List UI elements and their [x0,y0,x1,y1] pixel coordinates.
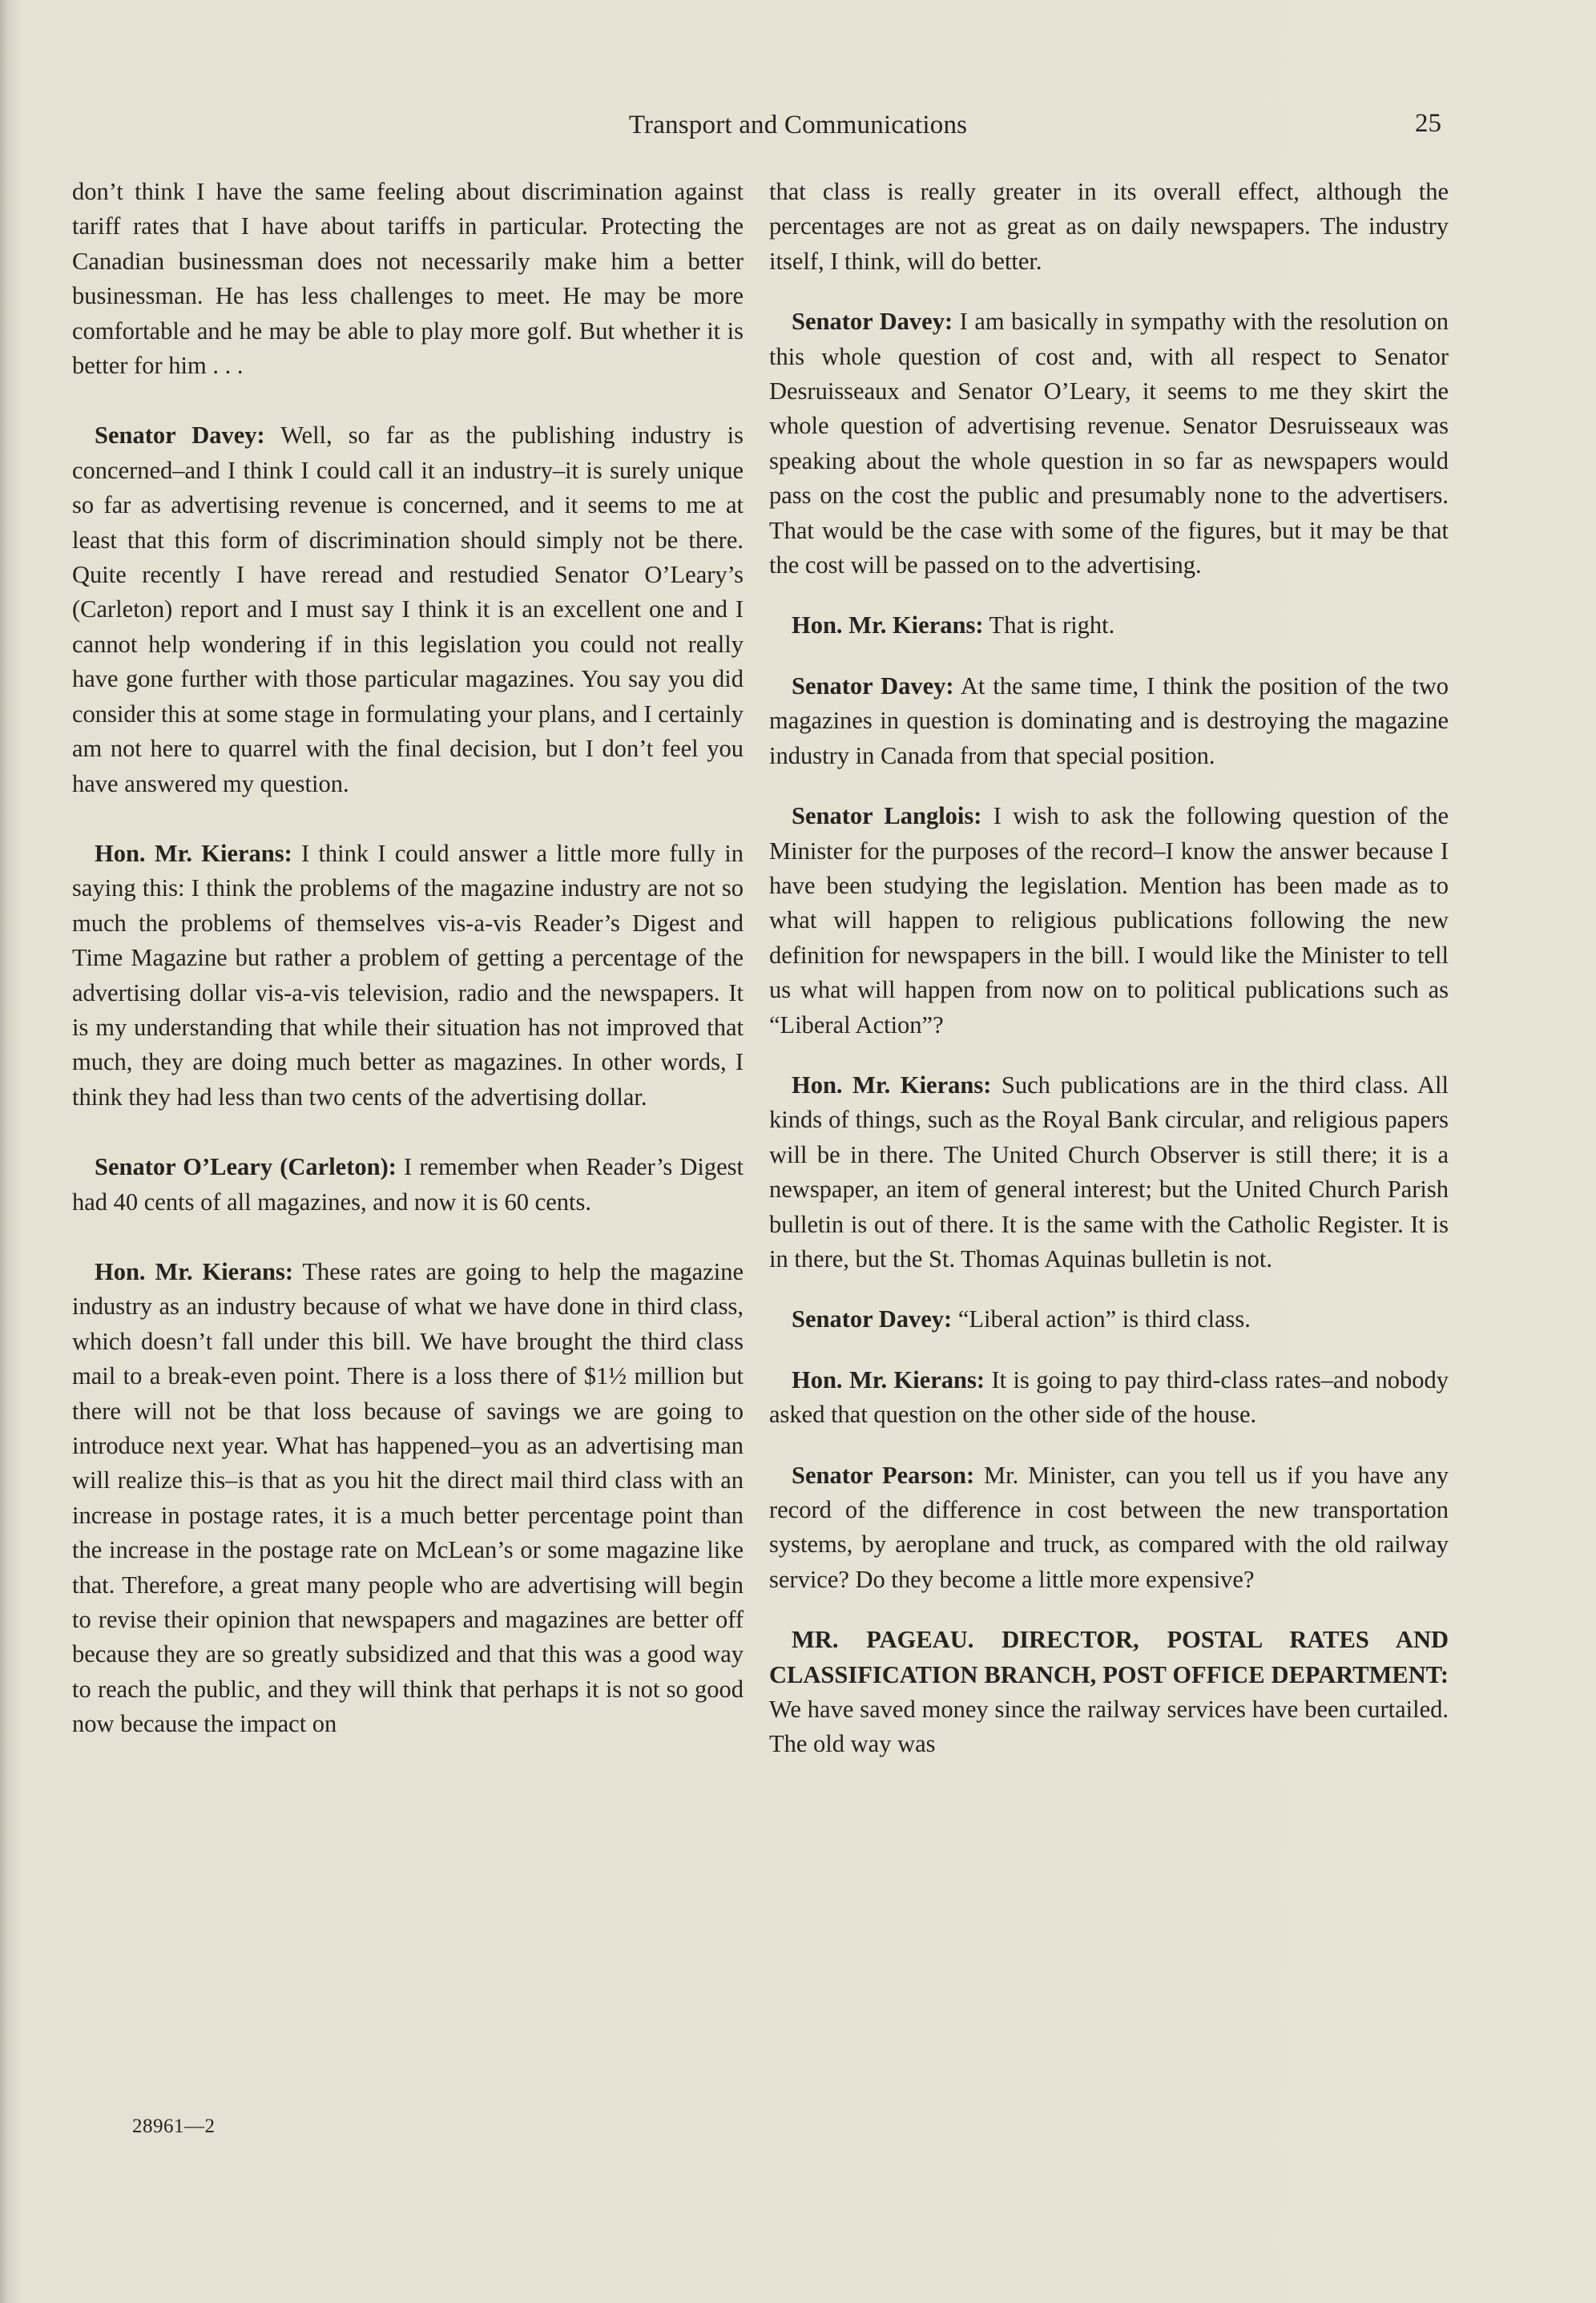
paragraph-text: We have saved money since the railway services have been curtailed. The old way was [769,1696,1449,1758]
speaker-label: Hon. Mr. Kierans: [792,611,984,639]
paragraph-text: At the same time, I think the position of the two magazines in question is dominating and is destroying the magazine industry in Canada from that special position. [769,672,1449,769]
paragraph [72,837,744,1115]
left-column [72,175,744,1742]
paragraph-text: These rates are going to help the magazine industry as an industry because of what we have done in third class, which doesn’t fall under this bill. We have brought the third class mail to a break-even point. There is a loss there of $1½ million but there will not be that loss because of savings we are going to introduce next year. What has happened–you as an advertising man will realize this–is that as you hit the direct mail third class with an increase in postage rates, it is a much better percentage point than the increase in the postage rate on McLean’s or some magazine like that. Therefore, a great many people who are advertising will begin to revise their opinion that newspapers and magazines are better off because they are so greatly subsidized and that this was a good way to reach the public, and they will think that perhaps it is not so good now because the impact on [72,1257,744,1738]
paragraph-text: Mr. Minister, can you tell us if you have any record of the difference in cost between the new transportation systems, by aeroplane and truck, as compared with the old railway service? Do they become a little more expensive? [769,1461,1449,1593]
speaker-label: Hon. Mr. Kierans: [95,839,292,867]
paragraph [72,175,744,383]
paragraph-text: It is going to pay third-class rates–and nobody asked that question on the other side of the house. [769,1365,1449,1429]
paragraph [769,1458,1449,1598]
running-head: Transport and Communications [628,111,968,139]
paragraph [769,608,1449,643]
paragraph-text: “Liberal action” is third class. [952,1305,1251,1333]
speaker-label: Senator Davey: [792,672,954,700]
speaker-label: Senator Davey: [792,308,953,336]
speaker-label: MR. PAGEAU. DIRECTOR, POSTAL RATES AND CLASSIFICATION BRANCH, POST OFFICE DEPARTMENT: [769,1626,1449,1688]
paragraph [769,669,1449,773]
speaker-label: Senator Davey: [95,421,265,450]
paragraph-text: that class is really greater in its overall effect, although the percentages are not as great as on daily newspapers. The industry itself, I think, will do better. [769,178,1449,275]
speaker-label: Hon. Mr. Kierans: [95,1257,293,1285]
speaker-label: Senator O’Leary (Carleton): [95,1153,397,1181]
paragraph-text: I remember when Reader’s Digest had 40 cents of all magazines, and now it is 60 cents. [72,1153,744,1216]
speaker-label: Hon. Mr. Kierans: [792,1365,985,1393]
paragraph-text: I wish to ask the following question of the Minister for the purposes of the record–I know the answer because I have been studying the legislation. Mention has been made as to what will happen to religious publications following the new definition for newspapers in the bill. I would like the Minister to tell us what will happen from now on to political publications such as “Liberal Action”? [769,802,1449,1039]
paragraph-text: I am basically in sympathy with the resolution on this whole question of cost and, with all respect to Senator Desruisseaux and Senator O’Leary, it seems to me they skirt the whole question of advertising revenue. Senator Desruisseaux was speaking about the whole question in so far as newspapers would pass on the cost the public and presumably none to the advertisers. That would be the case with some of the figures, but it may be that the cost will be passed on to the advertising. [769,308,1449,579]
page-number: 25 [1415,109,1441,138]
speaker-label: Senator Pearson: [792,1461,975,1489]
paragraph [72,1150,744,1220]
paragraph [72,418,744,801]
paragraph [769,1623,1449,1762]
paragraph-text: That is right. [983,611,1115,639]
paragraph-text: Well, so far as the publishing industry is concerned–and I think I could call it an industry–it is surely unique so far as advertising revenue is concerned, and it seems to me at least that this form of discrimination should simply not be there. Quite recently I have reread and restudied Senator O’Leary’s (Carleton) report and I must say I think it is an excellent one and I cannot help wondering if in this legislation you could not really have gone further with those particular magazines. You say you did consider this at some stage in formulating your plans, and I certainly am not here to quarrel with the final decision, but I don’t feel you have answered my question. [72,421,744,797]
paragraph-text: Such publications are in the third class. All kinds of things, such as the Royal Bank circular, and religious papers will be in there. The United Church Observer is still there; it is a newspaper, an item of general interest; but the United Church Parish bulletin is out of there. It is the same with the Catholic Register. It is in there, but the St. Thomas Aquinas bulletin is not. [769,1071,1449,1272]
paragraph [769,1068,1449,1277]
paragraph [769,799,1449,1043]
speaker-label: Senator Davey: [792,1305,953,1333]
right-column [769,175,1449,1762]
paragraph [72,1255,744,1742]
paragraph [769,305,1449,583]
paragraph [769,1302,1449,1337]
paragraph-text: I think I could answer a little more fully in saying this: I think the problems of the magazine industry are not so much the problems of themselves vis-a-vis Reader’s Digest and Time Magazine but rather a problem of getting a percentage of the advertising dollar vis-a-vis television, radio and the newspapers. It is my understanding that while their situation has not improved that much, they are doing much better as magazines. In other words, I think they had less than two cents of the advertising dollar. [72,839,744,1111]
paragraph-text: don’t think I have the same feeling about discrimination against tariff rates that I have about tariffs in particular. Protecting the Canadian businessman does not necessarily make him a better businessman. He has less challenges to meet. He may be more comfortable and he may be able to play more golf. But whether it is better for him . . . [72,178,744,380]
paragraph [769,175,1449,279]
signature-code: 28961—2 [132,2115,216,2137]
paragraph [769,1363,1449,1433]
speaker-label: Hon. Mr. Kierans: [792,1071,992,1099]
speaker-label: Senator Langlois: [792,802,982,830]
